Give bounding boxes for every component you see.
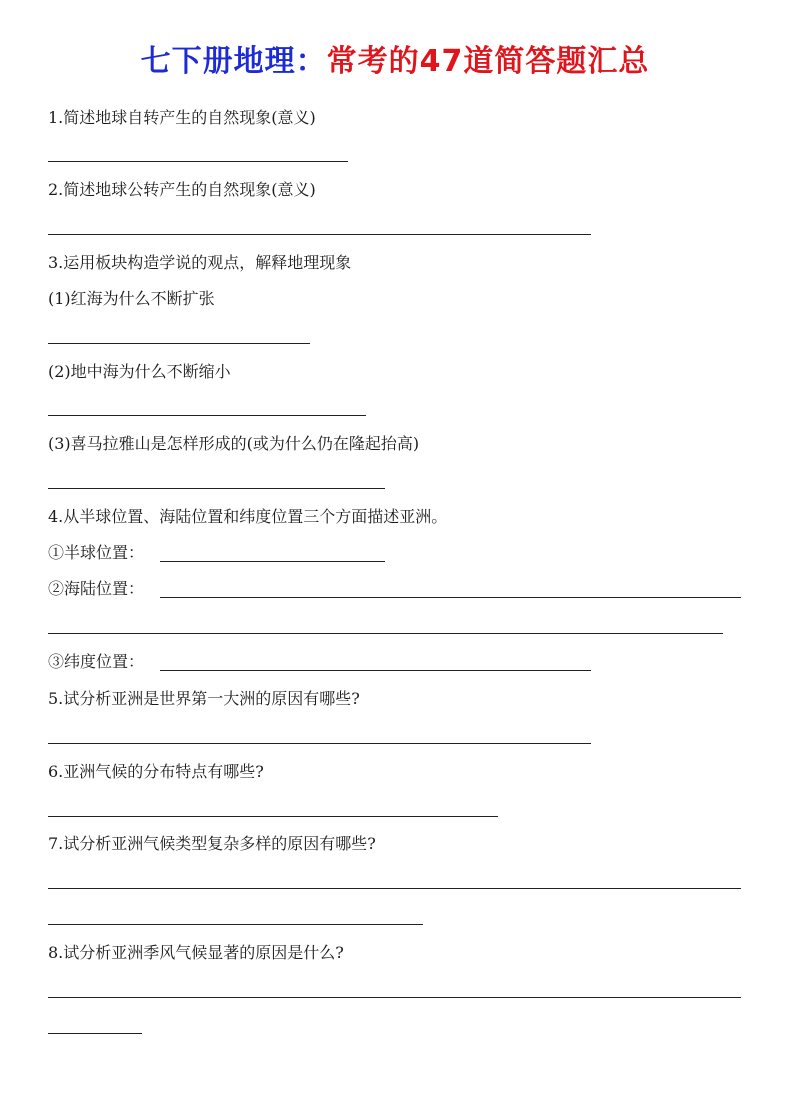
answer-line[interactable] [48,633,723,634]
answer-line[interactable] [48,234,591,235]
question-3-2: (2)地中海为什么不断缩小 [48,362,231,381]
question-4-1: ①半球位置： [48,543,145,562]
answer-line[interactable] [48,816,498,817]
answer-line[interactable] [48,743,591,744]
answer-line[interactable] [48,888,741,889]
answer-line[interactable] [48,415,366,416]
question-8: 8.试分析亚洲季风气候显著的原因是什么? [48,943,344,962]
answer-line[interactable] [48,488,385,489]
question-2: 2.简述地球公转产生的自然现象(意义) [48,180,316,199]
question-3-3: (3)喜马拉雅山是怎样形成的(或为什么仍在隆起抬高) [48,434,420,453]
question-3: 3.运用板块构造学说的观点，解释地理现象 [48,253,352,272]
title-part-blue: 七下册地理： [140,44,327,79]
question-5: 5.试分析亚洲是世界第一大洲的原因有哪些? [48,689,360,708]
title-part-red: 常考的47道简答题汇总 [326,44,650,79]
answer-line[interactable] [48,1033,142,1034]
question-4-3: ③纬度位置： [48,652,145,671]
question-7: 7.试分析亚洲气候类型复杂多样的原因有哪些? [48,834,376,853]
question-1: 1.简述地球自转产生的自然现象(意义) [48,108,316,127]
page-title [0,36,790,80]
answer-line[interactable] [160,670,591,671]
answer-line[interactable] [48,997,741,998]
answer-line[interactable] [48,343,310,344]
answer-line[interactable] [160,561,385,562]
question-4: 4.从半球位置、海陆位置和纬度位置三个方面描述亚洲。 [48,507,448,526]
question-6: 6.亚洲气候的分布特点有哪些? [48,762,264,781]
question-4-2: ②海陆位置： [48,579,145,598]
answer-line[interactable] [48,924,423,925]
answer-line[interactable] [160,597,741,598]
answer-line[interactable] [48,161,348,162]
question-3-1: (1)红海为什么不断扩张 [48,289,215,308]
